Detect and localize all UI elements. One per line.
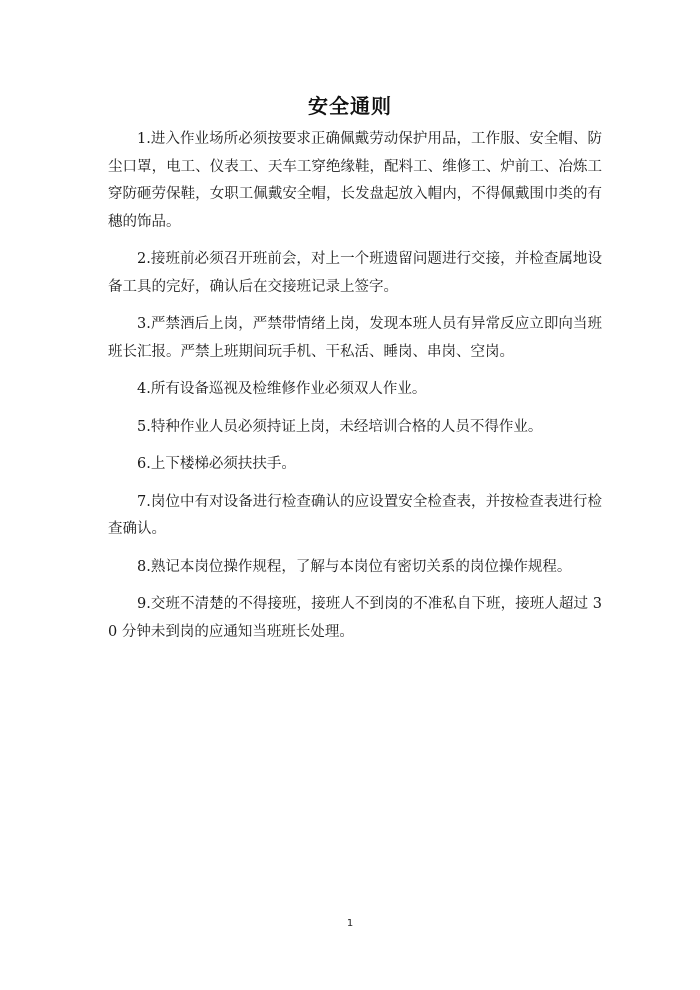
rule-paragraph-9: 9.交班不清楚的不得接班，接班人不到岗的不准私自下班，接班人超过 30 分钟未到岗的应通知当班班长处理。 (108, 596, 602, 640)
page-number: 1 (346, 918, 354, 929)
rule-paragraph-1: 1.进入作业场所必须按要求正确佩戴劳动保护用品，工作服、安全帽、防尘口罩，电工、仪表工、天车工穿绝缘鞋，配料工、维修工、炉前工、冶炼工穿防砸劳保鞋，女职工佩戴安全帽，长发盘起放入帽内，不得佩戴围巾类的有穗的饰品。 (108, 131, 602, 230)
rule-paragraph-5: 5.特种作业人员必须持证上岗，未经培训合格的人员不得作业。 (137, 418, 543, 435)
document-body (108, 126, 602, 656)
rule-paragraph-3: 3.严禁酒后上岗，严禁带情绪上岗，发现本班人员有异常反应立即向当班班长汇报。严禁上班期间玩手机、干私活、睡岗、串岗、空岗。 (108, 316, 602, 360)
rule-paragraph-4: 4.所有设备巡视及检维修作业必须双人作业。 (137, 381, 427, 397)
rule-paragraph-7: 7.岗位中有对设备进行检查确认的应设置安全检查表，并按检查表进行检查确认。 (108, 493, 602, 537)
rule-paragraph-8: 8.熟记本岗位操作规程，了解与本岗位有密切关系的岗位操作规程。 (137, 558, 572, 575)
document-title: 安全通则 (308, 94, 392, 118)
rule-paragraph-6: 6.上下楼梯必须扶扶手。 (137, 456, 296, 472)
rule-paragraph-2: 2.接班前必须召开班前会，对上一个班遗留问题进行交接，并检查属地设备工具的完好，确认后在交接班记录上签字。 (108, 251, 602, 295)
